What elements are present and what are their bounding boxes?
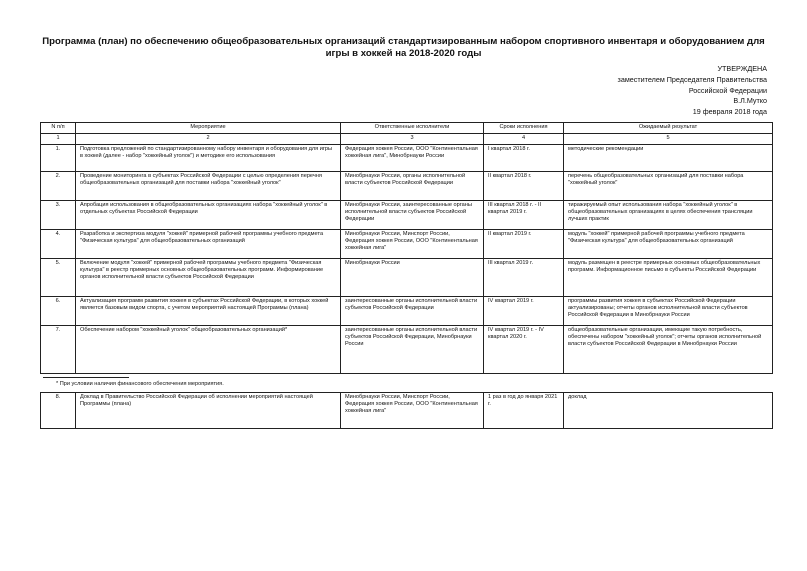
table-row [41, 145, 773, 172]
row-number: 1. [41, 145, 76, 172]
header-event: Мероприятие [76, 123, 341, 134]
approval-date: 19 февраля 2018 года [692, 107, 767, 117]
row-event: Разработка и экспертиза модуля "хоккей" примерной рабочей программы учебного предмета "Физическая культура" для общеобразовательных организаций [76, 230, 341, 259]
row-executors: заинтересованные органы исполнительной власти субъектов Российской Федерации [341, 297, 484, 326]
row-executors: Минобрнауки России [341, 259, 484, 297]
col-number: 1 [41, 134, 76, 145]
footnote-divider [43, 377, 129, 378]
table-column-number-row [41, 134, 773, 145]
row-executors: Минобрнауки России, заинтересованные органы исполнительной власти субъектов Российской Федерации [341, 201, 484, 230]
col-number: 2 [76, 134, 341, 145]
approval-status: УТВЕРЖДЕНА [717, 64, 767, 73]
table-row [41, 393, 773, 429]
row-executors: Минобрнауки России, Минспорт России, Федерация хоккея России, ООО "Континентальная хоккейная лига" [341, 393, 484, 429]
row-term: IV квартал 2019 г. - IV квартал 2020 г. [484, 326, 564, 374]
approval-country: Российской Федерации [688, 85, 767, 95]
approval-name: В.Л.Мутко [733, 96, 767, 106]
table-row [41, 326, 773, 374]
row-event: Проведение мониторинга в субъектах Российской Федерации с целью определения перечня общеобразовательных организаций для поставки набора "хоккейный уголок" [76, 172, 341, 201]
approval-position: заместителем Председателя Правительства [617, 74, 767, 84]
row-result: перечень общеобразовательных организаций для поставки набора "хоккейный уголок" [564, 172, 773, 201]
row-result: программы развития хоккея в субъектах Российской Федерации актуализированы; отчеты органов исполнительной власти субъектов Российской Федерации в Минобрнауки России [564, 297, 773, 326]
row-result: тиражируемый опыт использования набора "хоккейный уголок" в общеобразовательных организациях в целях обеспечения трансляции лучших практик [564, 201, 773, 230]
row-executors: Минобрнауки России, органы исполнительной власти субъектов Российской Федерации [341, 172, 484, 201]
row-number: 7. [41, 326, 76, 374]
row-event: Доклад в Правительство Российской Федерации об исполнении мероприятий настоящей Программы (плана) [76, 393, 341, 429]
plan-table [40, 122, 773, 374]
row-number: 3. [41, 201, 76, 230]
table-row [41, 297, 773, 326]
row-number: 5. [41, 259, 76, 297]
table-row [41, 172, 773, 201]
header-number: N п/п [41, 123, 76, 134]
row-number: 6. [41, 297, 76, 326]
row-executors: заинтересованные органы исполнительной власти субъектов Российской Федерации, Минобрнауки России [341, 326, 484, 374]
row-term: I квартал 2018 г. [484, 145, 564, 172]
plan-table-continued [40, 392, 773, 429]
row-result: модуль "хоккей" примерной рабочей программы учебного предмета "Физическая культура" для общеобразовательных организаций [564, 230, 773, 259]
footnote: * При условии наличия финансового обеспечения мероприятия. [56, 381, 224, 387]
row-term: II квартал 2018 г. [484, 172, 564, 201]
table-row [41, 259, 773, 297]
row-number: 2. [41, 172, 76, 201]
header-executors: Ответственные исполнители [341, 123, 484, 134]
row-event: Актуализация программ развития хоккея в субъектах Российской Федерации, в которых хоккей является базовым видом спорта, с учетом мероприятий настоящей Программы (плана) [76, 297, 341, 326]
document-title: Программа (план) по обеспечению общеобразовательных организаций стандартизированным набором спортивного инвентаря и оборудованием для игры в хоккей на 2018-2020 годы [42, 36, 765, 59]
row-executors: Федерация хоккея России, ООО "Континентальная хоккейная лига", Минобрнауки России [341, 145, 484, 172]
row-event: Подготовка предложений по стандартизированному набору инвентаря и оборудования для игры в хоккей (далее - набор "хоккейный уголок") и методике его использования [76, 145, 341, 172]
row-result: доклад [564, 393, 773, 429]
row-term: III квартал 2019 г. [484, 259, 564, 297]
row-term: 1 раз в год до января 2021 г. [484, 393, 564, 429]
table-row [41, 230, 773, 259]
row-event: Включение модуля "хоккей" примерной рабочей программы учебного предмета "Физическая культура" в реестр примерных основных общеобразовательных программ. Информирование органов исполнительной власти субъектов Российской Федерации [76, 259, 341, 297]
row-number: 8. [41, 393, 76, 429]
row-number: 4. [41, 230, 76, 259]
approval-block [618, 64, 767, 118]
col-number: 3 [341, 134, 484, 145]
table-row [41, 201, 773, 230]
row-term: II квартал 2019 г. [484, 230, 564, 259]
row-result: модуль размещен в реестре примерных основных общеобразовательных программ. Информационное письмо в субъекты Российской Федерации [564, 259, 773, 297]
row-executors: Минобрнауки России, Минспорт России, Федерация хоккея России, ООО "Континентальная хоккейная лига" [341, 230, 484, 259]
row-event: Апробация использования в общеобразовательных организациях набора "хоккейный уголок" в отдельных субъектах Российской Федерации [76, 201, 341, 230]
col-number: 4 [484, 134, 564, 145]
header-result: Ожидаемый результат [564, 123, 773, 134]
row-term: III квартал 2018 г. - II квартал 2019 г. [484, 201, 564, 230]
col-number: 5 [564, 134, 773, 145]
row-term: IV квартал 2019 г. [484, 297, 564, 326]
table-header-row [41, 123, 773, 134]
row-result: общеобразовательные организации, имеющие такую потребность, обеспечены набором "хоккейный уголок"; отчеты органов исполнительной власти субъектов Российской Федерации в Минобрнауки России [564, 326, 773, 374]
row-event: Обеспечение набором "хоккейный уголок" общеобразовательных организаций* [76, 326, 341, 374]
header-terms: Сроки исполнения [484, 123, 564, 134]
row-result: методические рекомендации [564, 145, 773, 172]
